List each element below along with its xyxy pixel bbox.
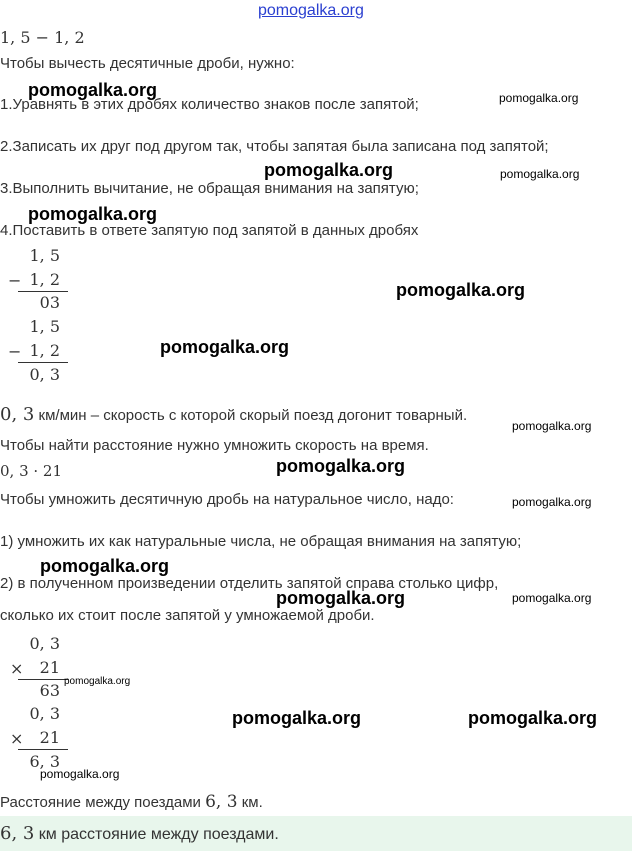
column-mul-2-result: 6, 3	[29, 752, 60, 771]
result-value: 6, 3	[205, 792, 238, 812]
column-mul-2-sign: ×	[10, 729, 24, 748]
column-sub-1-rule	[18, 291, 68, 292]
result-text: Расстояние между поездами	[0, 794, 206, 811]
watermark: pomogalka.org	[40, 556, 170, 576]
watermark: pomogalka.org	[160, 337, 290, 357]
multiply-rule-step-1: 1) умножить их как натуральные числа, не обращая внимания на запятую;	[0, 533, 522, 550]
multiply-rule-step-2-line-2: сколько их стоит после запятой у умножаемой дроби.	[0, 607, 375, 624]
result-unit: км.	[237, 794, 263, 811]
speed-line	[0, 404, 467, 425]
subtract-rule-step-1: 1.Уравнять в этих дробях количество знаков после запятой;	[0, 96, 419, 113]
watermark: pomogalka.org	[499, 91, 579, 105]
watermark: pomogalka.org	[468, 708, 598, 728]
subtract-rule-step-4: 4.Поставить в ответе запятую под запятой в данных дробях	[0, 222, 419, 239]
watermark: pomogalka.org	[512, 495, 592, 509]
distance-rule: Чтобы найти расстояние нужно умножить скорость на время.	[0, 437, 429, 454]
watermark: pomogalka.org	[396, 280, 526, 300]
answer-line	[0, 823, 279, 844]
watermark: pomogalka.org	[276, 588, 406, 608]
site-header-link[interactable]: pomogalka.org	[258, 2, 364, 19]
subtract-rule-intro: Чтобы вычесть десятичные дроби, нужно:	[0, 55, 295, 72]
column-sub-2-result: 0, 3	[29, 365, 60, 384]
speed-text: км/мин – скорость с которой скорый поезд догонит товарный.	[34, 407, 468, 424]
column-mul-1-top: 0, 3	[29, 634, 60, 653]
watermark: pomogalka.org	[28, 204, 158, 224]
column-mul-2-rule	[18, 749, 68, 750]
column-mul-1-bottom: 21	[39, 658, 60, 677]
subtract-rule-step-2: 2.Записать их друг под другом так, чтобы запятая была записана под запятой;	[0, 138, 549, 155]
watermark: pomogalka.org	[264, 160, 394, 180]
column-sub-1-bottom: 1, 2	[29, 270, 60, 289]
column-mul-2-bottom: 21	[39, 728, 60, 747]
column-mul-1-result: 63	[39, 681, 60, 700]
watermark: pomogalka.org	[232, 708, 362, 728]
column-sub-1-top: 1, 5	[29, 246, 60, 265]
multiply-expression: 0, 3 · 21	[0, 462, 63, 480]
column-sub-2-bottom: 1, 2	[29, 341, 60, 360]
answer-text: км расстояние между поездами.	[34, 826, 279, 843]
column-sub-1-result: 03	[39, 293, 60, 312]
watermark: pomogalka.org	[40, 767, 120, 781]
multiply-rule-intro: Чтобы умножить десятичную дробь на натуральное число, надо:	[0, 491, 454, 508]
watermark: pomogalka.org	[500, 167, 580, 181]
watermark: pomogalka.org	[512, 419, 592, 433]
multiply-rule-step-2-line-1: 2) в полученном произведении отделить запятой справа столько цифр,	[0, 575, 499, 592]
column-mul-1-sign: ×	[10, 659, 24, 678]
column-sub-2-sign: −	[8, 342, 22, 361]
answer-value: 6, 3	[0, 823, 35, 844]
column-mul-1-rule	[18, 679, 68, 680]
watermark: pomogalka.org	[512, 591, 592, 605]
subtract-rule-step-3: 3.Выполнить вычитание, не обращая внимания на запятую;	[0, 180, 419, 197]
column-sub-2-rule	[18, 362, 68, 363]
result-line	[0, 792, 263, 812]
watermark: pomogalka.org	[64, 676, 131, 687]
speed-value: 0, 3	[0, 404, 35, 425]
column-sub-1-sign: −	[8, 271, 22, 290]
answer-box	[0, 816, 632, 851]
watermark: pomogalka.org	[28, 80, 158, 100]
column-mul-2-top: 0, 3	[29, 704, 60, 723]
subtract-expression: 1, 5 − 1, 2	[0, 28, 85, 47]
watermark: pomogalka.org	[276, 456, 406, 476]
column-sub-2-top: 1, 5	[29, 317, 60, 336]
